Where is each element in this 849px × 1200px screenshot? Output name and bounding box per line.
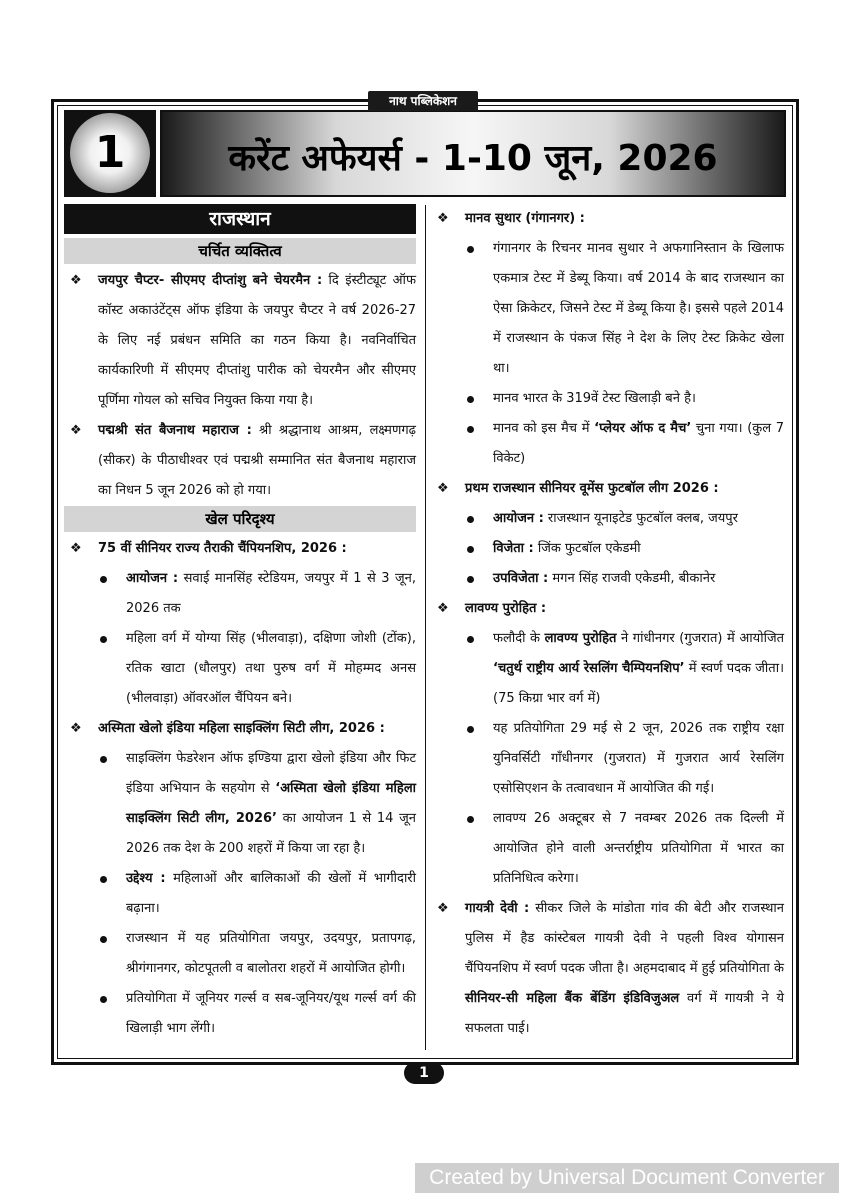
bullet-point — [64, 984, 416, 1044]
news-item-jaipur-chapter — [64, 266, 416, 416]
left-column — [64, 204, 416, 1044]
bullet-icon — [467, 816, 474, 823]
item-heading: जयपुर चैप्टर- सीएमए दीप्तांशु बने चेयरमैन : — [98, 273, 323, 288]
publisher-label: नाथ पब्लिकेशन — [368, 91, 478, 111]
bullet-icon — [467, 546, 474, 553]
news-item-lavanya-purohit — [431, 594, 784, 624]
item-heading: लावण्य पुरोहित : — [465, 601, 547, 616]
bullet-point — [64, 744, 416, 864]
item-text: सीकर जिले के मांडोता गांव की बेटी और राजस्थान पुलिस में हैड कांस्टेबल गायत्री देवी ने पहली विश्व योगासन चैंपियनशिप में स्वर्ण पदक जीता है। अहमदाबाद में हुई प्रतियोगिता के — [465, 901, 785, 976]
bullet-icon — [100, 936, 107, 943]
subheading-personalities: चर्चित व्यक्तित्व — [64, 238, 416, 264]
bullet-text: सवाई मानसिंह स्टेडियम, जयपुर में 1 से 3 जून, 2026 तक — [126, 571, 417, 616]
bullet-point — [431, 234, 784, 384]
bullet-text: यह प्रतियोगिता 29 मई से 2 जून, 2026 तक राष्ट्रीय रक्षा युनिवर्सिटी गाँधीनगर (गुजरात) में गुजरात आर्य रेसलिंग एसोसिएशन के तत्वावधान में आयोजित की गई। — [493, 721, 784, 796]
bullet-text: महिला वर्ग में योग्या सिंह (भीलवाड़ा), दक्षिणा जोशी (टोंक), रतिक खाटा (धौलपुर) तथा पुरुष वर्ग में मोहम्मद अनस (भीलवाड़ा) ऑवरऑल चैंपियन बने। — [126, 631, 416, 706]
bullet-point — [431, 624, 784, 714]
news-item-gayatri-devi — [431, 894, 784, 1044]
bullet-point — [431, 564, 784, 594]
bullet-label: आयोजन : — [126, 571, 179, 586]
bullet-icon — [467, 636, 474, 643]
news-item-manav-suthar — [431, 204, 784, 234]
bullet-bold-text: लावण्य पुरोहित — [544, 631, 617, 646]
bullet-label: उद्देश्य : — [126, 871, 166, 886]
bullet-text: का आयोजन 1 से 14 जून 2026 तक देश के 200 शहरों में किया जा रहा है। — [126, 811, 416, 856]
bullet-text: मानव भारत के 319वें टेस्ट खिलाड़ी बने है। — [493, 391, 696, 406]
item-heading: प्रथम राजस्थान सीनियर वूमेंस फुटबॉल लीग 2026 : — [465, 481, 719, 496]
item-heading: मानव सुथार (गंगानगर) : — [465, 211, 585, 226]
right-column — [431, 204, 784, 1044]
bullet-text: गंगानगर के रिचनर मानव सुथार ने अफगानिस्तान के खिलाफ एकमात्र टेस्ट में डेब्यू किया। वर्ष 2014 के बाद राजस्थान का ऐसा क्रिकेटर, जिसने टेस्ट में डेब्यू किया है। इससे पहले 2014 में राजस्थान के पंकज सिंह ने देश के लिए टेस्ट क्रिकेट खेला था। — [493, 241, 784, 376]
item-text: श्री श्रद्धानाथ आश्रम, लक्ष्मणगढ़ (सीकर) के पीठाधीश्वर एवं पद्मश्री सम्मानित संत बैजनाथ महाराज का निधन 5 जून 2026 को हो गया। — [98, 423, 416, 498]
bullet-icon — [100, 756, 107, 763]
bullet-point — [431, 714, 784, 804]
title-banner — [160, 110, 786, 197]
diamond-marker-icon: ❖ — [437, 481, 449, 496]
bullet-icon — [467, 396, 474, 403]
item-text: दि इंस्टीट्यूट ऑफ कॉस्ट अकाउंटेंट्स ऑफ इंडिया के जयपुर चैप्टर ने वर्ष 2026-27 के लिए नई प्रबंधन समिति का गठन किया है। नवनिर्वाचित कार्यकारिणी में सीएमए दीप्तांशु पारीक को चेयरमैन और सीएमए पूर्णिमा गोयल को सचिव नियुक्त किया गया है। — [98, 273, 416, 408]
news-item-womens-football-league — [431, 474, 784, 504]
item-heading: अस्मिता खेलो इंडिया महिला साइक्लिंग सिटी लीग, 2026 : — [98, 721, 385, 736]
bullet-point — [64, 624, 416, 714]
diamond-marker-icon: ❖ — [70, 423, 82, 438]
item-heading: पद्मश्री संत बैजनाथ महाराज : — [98, 423, 252, 438]
section-heading-rajasthan: राजस्थान — [64, 204, 416, 234]
bullet-text: में स्वर्ण पदक जीता। (75 किग्रा भार वर्ग में) — [493, 661, 784, 706]
bullet-icon — [100, 876, 107, 883]
diamond-marker-icon: ❖ — [437, 211, 449, 226]
bullet-text: फलौदी के — [493, 631, 545, 646]
page-title: करेंट अफेयर्स - 1-10 जून, 2026 — [228, 138, 718, 179]
diamond-marker-icon: ❖ — [70, 273, 82, 288]
bullet-point — [431, 804, 784, 894]
diamond-marker-icon: ❖ — [437, 901, 449, 916]
bullet-point — [64, 864, 416, 924]
item-heading: 75 वीं सीनियर राज्य तैराकी चैंपियनशिप, 2026 : — [98, 541, 347, 556]
bullet-text: राजस्थान में यह प्रतियोगिता जयपुर, उदयपुर, प्रतापगढ़, श्रीगंगानगर, कोटपूतली व बालोतरा शहरों में आयोजित होगी। — [126, 931, 416, 976]
bullet-icon — [467, 246, 474, 253]
news-item-swimming-championship — [64, 534, 416, 564]
bullet-icon — [467, 726, 474, 733]
converter-watermark: Created by Universal Document Converter — [415, 1163, 839, 1193]
page-number: 1 — [404, 1062, 444, 1084]
item-text: वर्ग में गायत्री ने ये सफलता पाई। — [465, 991, 784, 1036]
news-item-baijnath-maharaj — [64, 416, 416, 506]
bullet-text: चुना गया। (कुल 7 विकेट) — [493, 421, 784, 466]
item-heading: गायत्री देवी : — [465, 901, 530, 916]
bullet-icon — [467, 426, 474, 433]
bullet-point — [431, 534, 784, 564]
bullet-icon — [467, 516, 474, 523]
bullet-text: राजस्थान यूनाइटेड फुटबॉल क्लब, जयपुर — [543, 511, 738, 526]
bullet-text: प्रतियोगिता में जूनियर गर्ल्स व सब-जूनियर/यूथ गर्ल्स वर्ग की खिलाड़ी भाग लेंगी। — [126, 991, 416, 1036]
bullet-bold-text: ‘चतुर्थ राष्ट्रीय आर्य रेसलिंग चैम्पियनशिप’ — [493, 661, 685, 676]
bullet-bold-text: ‘अस्मिता खेलो इंडिया महिला साइक्लिंग सिटी लीग, 2026’ — [126, 781, 417, 826]
diamond-marker-icon: ❖ — [70, 541, 82, 556]
bullet-point — [64, 924, 416, 984]
bullet-text: जिंक फुटबॉल एकेडमी — [533, 541, 641, 556]
bullet-point — [431, 414, 784, 474]
bullet-text: लावण्य 26 अक्टूबर से 7 नवम्बर 2026 तक दिल्ली में आयोजित होने वाली अन्तर्राष्ट्रीय प्रतियोगिता में भारत का प्रतिनिधित्व करेगा। — [493, 811, 784, 886]
bullet-text: मानव को इस मैच में — [493, 421, 595, 436]
diamond-marker-icon: ❖ — [70, 721, 82, 736]
bullet-point — [64, 564, 416, 624]
item-bold-text: सीनियर-सी महिला बैंक बेंडिंग इंडिविजुअल — [465, 991, 680, 1006]
bullet-label: आयोजन : — [493, 511, 544, 526]
diamond-marker-icon: ❖ — [437, 601, 449, 616]
bullet-text: महिलाओं और बालिकाओं की खेलों में भागीदारी बढ़ाना। — [126, 871, 416, 916]
chapter-number-box — [64, 110, 156, 197]
bullet-text: साइक्लिंग फेडरेशन ऑफ इण्डिया द्वारा खेलो इंडिया और फिट इंडिया अभियान के सहयोग से — [126, 751, 416, 796]
bullet-icon — [467, 576, 474, 583]
subheading-sports: खेल परिदृश्य — [64, 506, 416, 532]
bullet-bold-text: ‘प्लेयर ऑफ द मैच’ — [594, 421, 692, 436]
bullet-icon — [100, 636, 107, 643]
bullet-point — [431, 504, 784, 534]
bullet-text: मगन सिंह राजवी एकेडमी, बीकानेर — [548, 571, 716, 586]
bullet-text: ने गांधीनगर (गुजरात) में आयोजित — [616, 631, 784, 646]
news-item-cycling-league — [64, 714, 416, 744]
bullet-label: विजेता : — [493, 541, 534, 556]
bullet-icon — [100, 996, 107, 1003]
chapter-number: 1 — [70, 113, 150, 193]
bullet-label: उपविजेता : — [493, 571, 549, 586]
column-divider — [425, 205, 426, 1050]
bullet-icon — [100, 576, 107, 583]
bullet-point — [431, 384, 784, 414]
